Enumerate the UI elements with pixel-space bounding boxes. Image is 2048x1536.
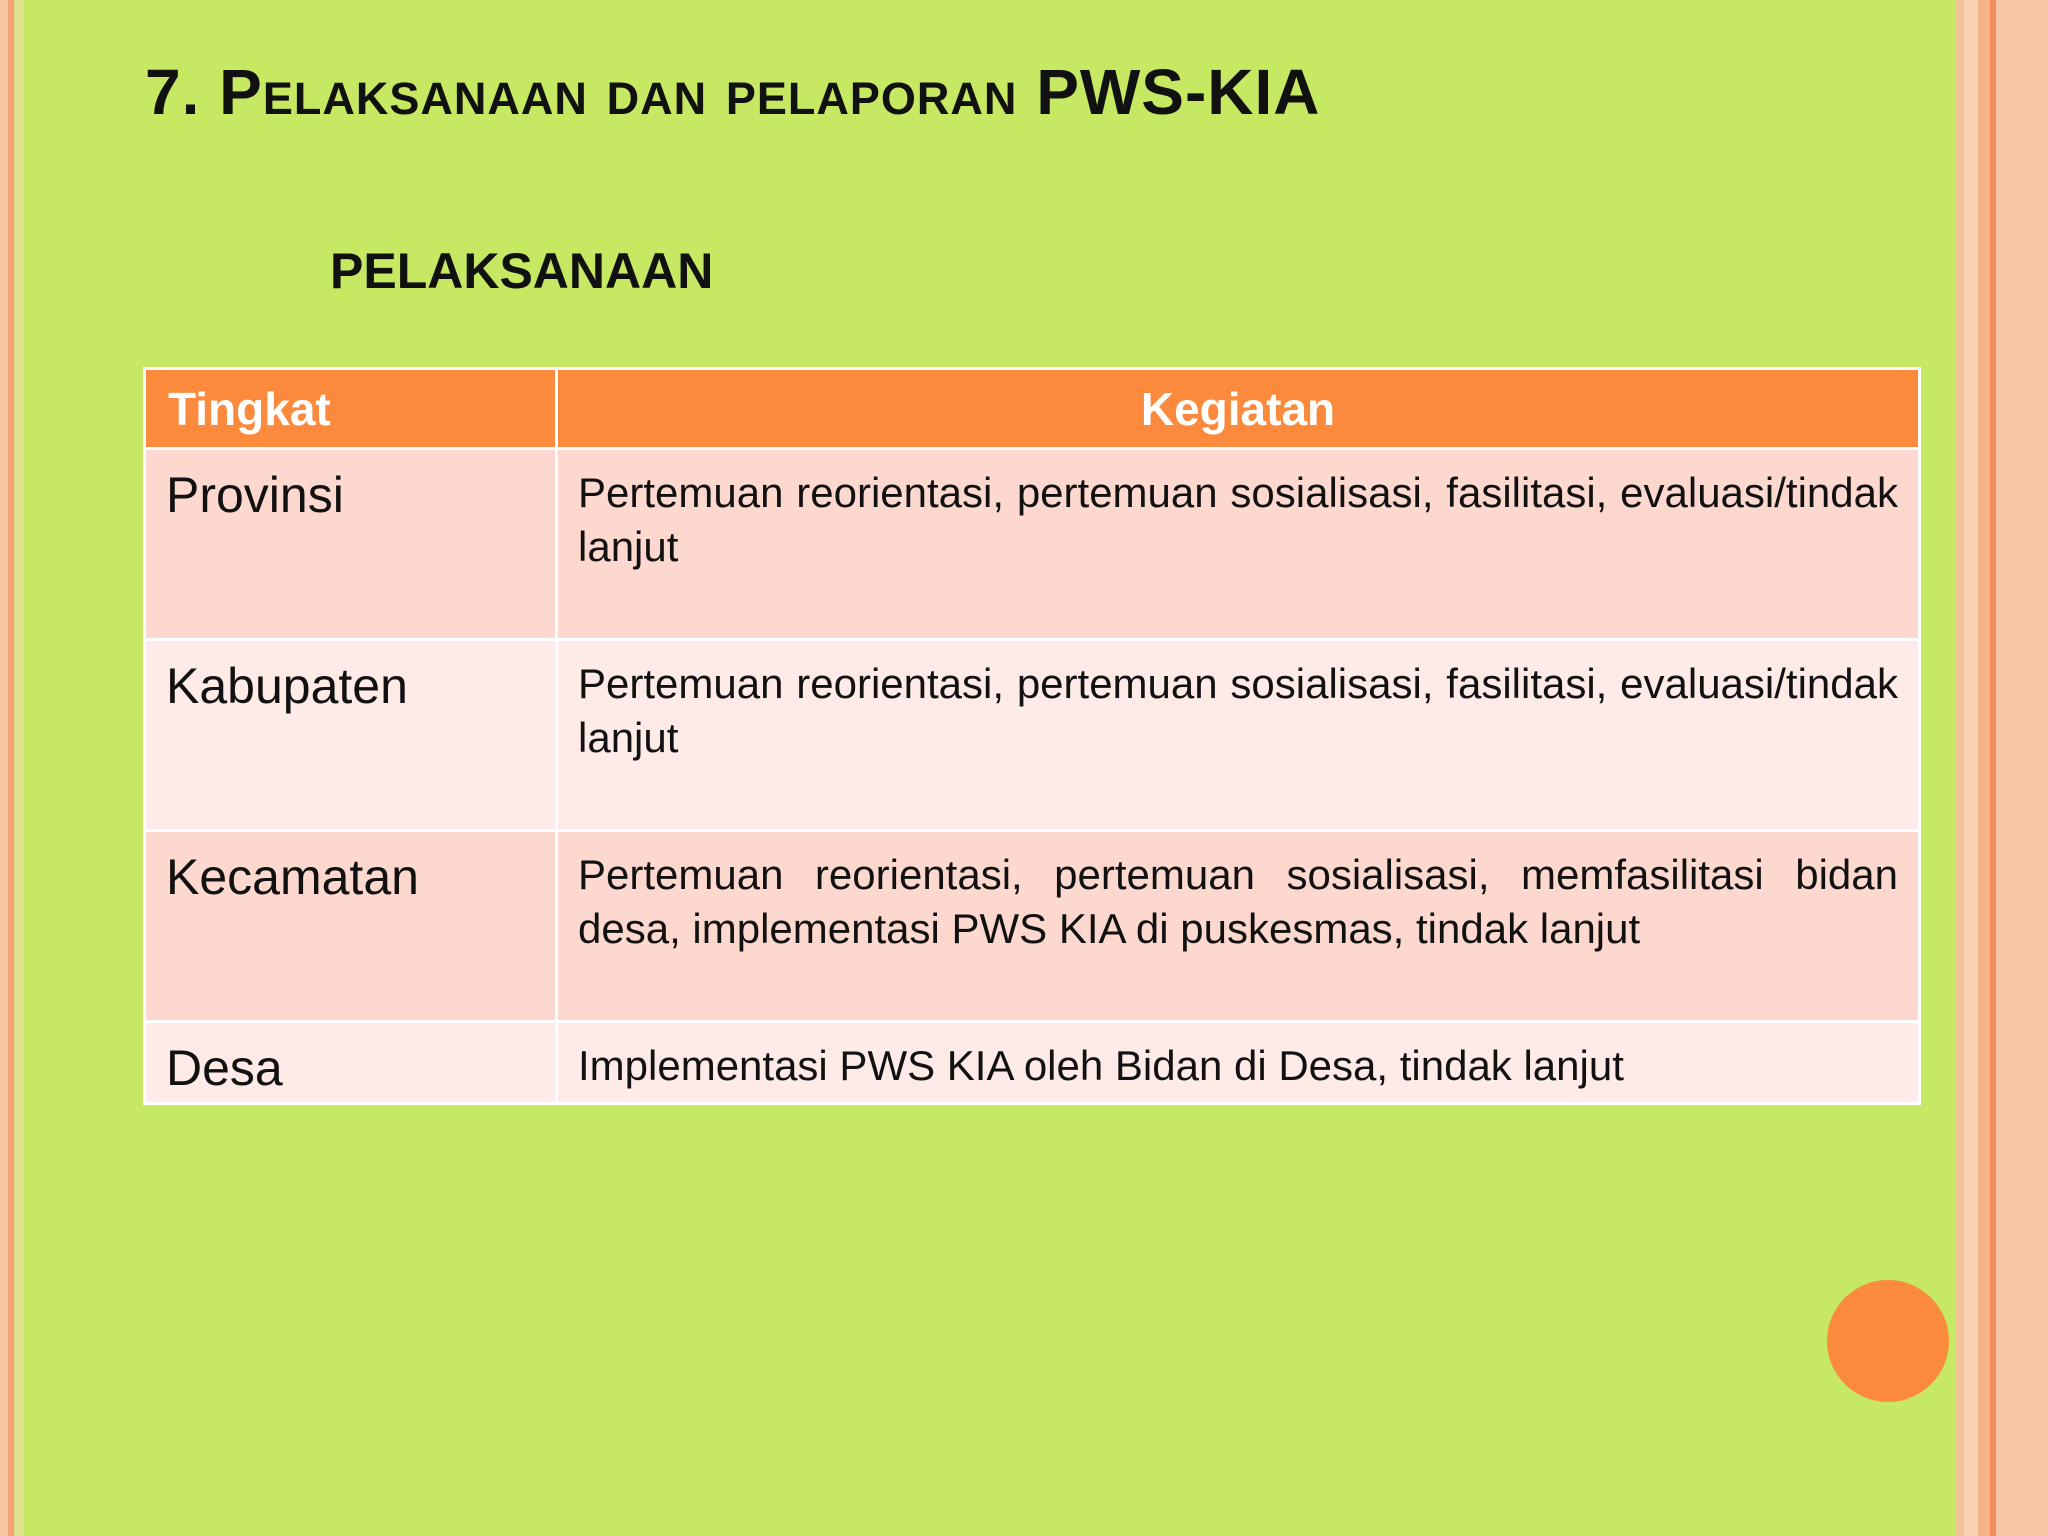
section-subtitle: PELAKSANAAN [330, 243, 714, 299]
right-border-stripe [1964, 0, 1978, 1536]
level-cell: Provinsi [145, 449, 557, 640]
decorative-circle [1827, 1280, 1949, 1402]
header-level: Tingkat [145, 369, 557, 449]
activity-cell: Pertemuan reorientasi, pertemuan sosialisasi, memfasilitasi bidan desa, implementasi PWS KIA di puskesmas, tindak lanjut [557, 831, 1920, 1022]
right-border-stripe [1996, 0, 2048, 1536]
slide-title: 7. Pelaksanaan dan pelaporan PWS-KIA [145, 56, 1321, 128]
level-cell: Desa [145, 1022, 557, 1104]
table-header-row [145, 369, 1920, 449]
table-row [145, 831, 1920, 1022]
right-border-stripe [1978, 0, 1990, 1536]
left-border-stripe [14, 0, 24, 1536]
table-row [145, 1022, 1920, 1104]
activity-table [143, 367, 1921, 1105]
activity-cell: Pertemuan reorientasi, pertemuan sosialisasi, fasilitasi, evaluasi/tindak lanjut [557, 640, 1920, 831]
level-cell: Kecamatan [145, 831, 557, 1022]
activity-cell: Pertemuan reorientasi, pertemuan sosialisasi, fasilitasi, evaluasi/tindak lanjut [557, 449, 1920, 640]
right-border-stripe [1956, 0, 1964, 1536]
header-activity: Kegiatan [557, 369, 1920, 449]
table-row [145, 449, 1920, 640]
left-border-stripe [0, 0, 8, 1536]
level-cell: Kabupaten [145, 640, 557, 831]
activity-cell: Implementasi PWS KIA oleh Bidan di Desa, tindak lanjut [557, 1022, 1920, 1104]
table-row [145, 640, 1920, 831]
